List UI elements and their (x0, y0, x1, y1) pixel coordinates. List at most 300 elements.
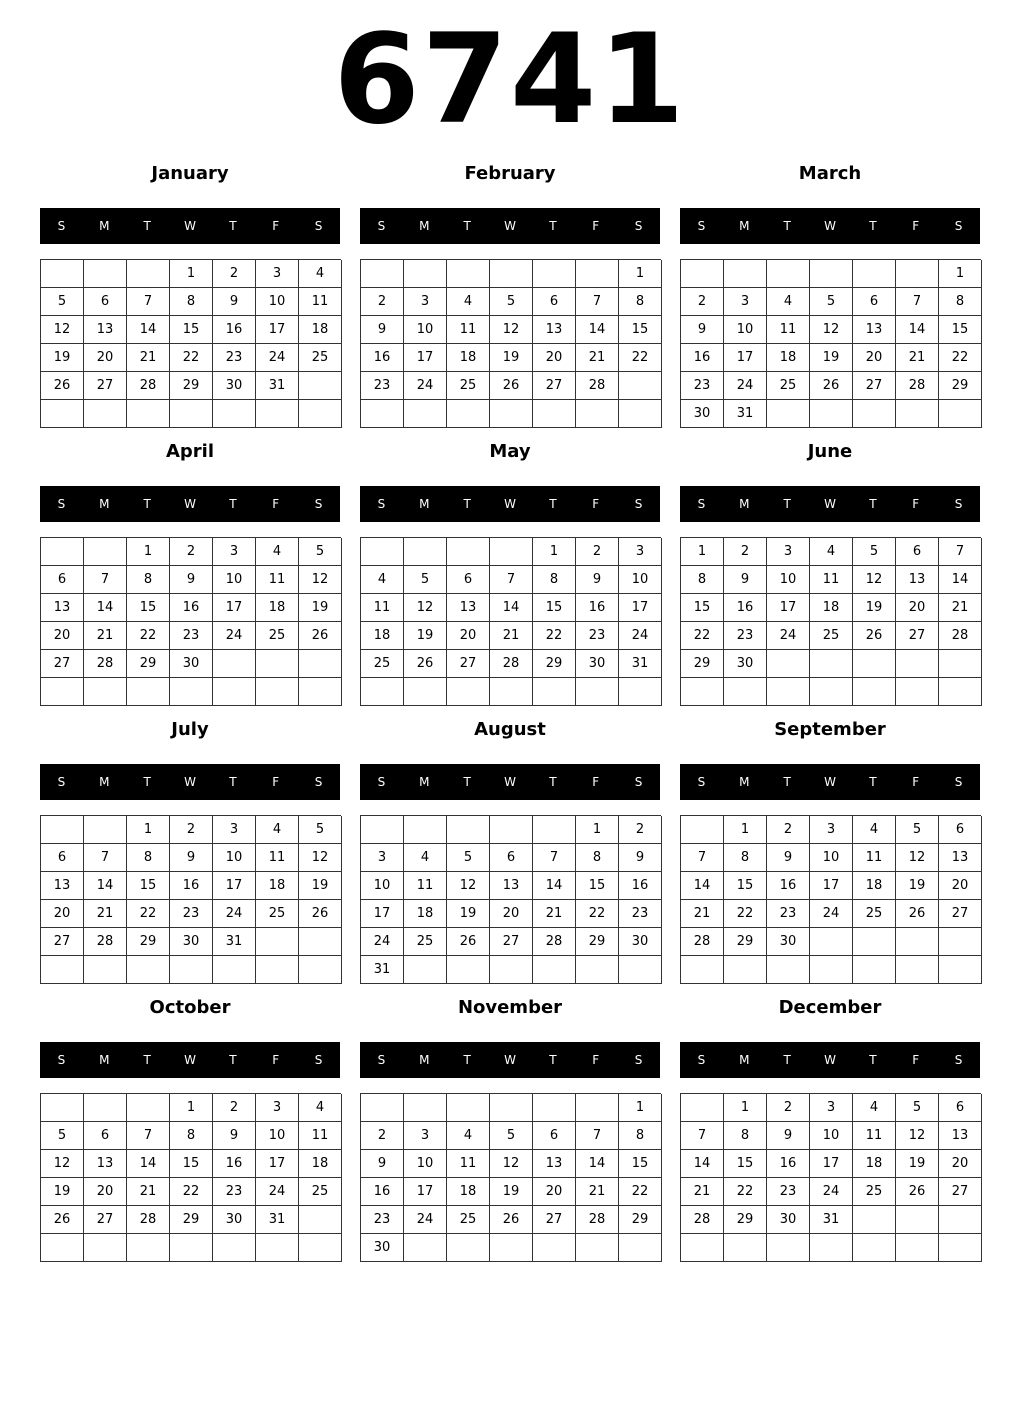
empty-cell (256, 678, 299, 706)
day-cell: 23 (170, 900, 213, 928)
empty-cell (84, 538, 127, 566)
day-cell: 4 (299, 1094, 342, 1122)
day-cell: 14 (127, 1150, 170, 1178)
empty-cell (127, 1094, 170, 1122)
day-cell: 8 (127, 844, 170, 872)
day-cell: 11 (447, 316, 490, 344)
day-cell: 20 (84, 344, 127, 372)
day-cell: 10 (256, 288, 299, 316)
empty-cell (896, 260, 939, 288)
day-cell: 20 (447, 622, 490, 650)
empty-cell (939, 678, 982, 706)
weekday-label: T (143, 219, 151, 233)
day-cell: 29 (681, 650, 724, 678)
weekday-label: S (954, 219, 963, 233)
weekday-label: S (377, 775, 386, 789)
day-cell: 7 (490, 566, 533, 594)
day-cell: 30 (213, 1206, 256, 1234)
empty-cell (404, 538, 447, 566)
month-title: July (171, 719, 209, 740)
day-cell: 25 (810, 622, 853, 650)
weekday-label: F (592, 219, 600, 233)
day-cell: 11 (361, 594, 404, 622)
empty-cell (170, 678, 213, 706)
empty-cell (681, 956, 724, 984)
day-cell: 4 (361, 566, 404, 594)
day-cell: 21 (576, 344, 619, 372)
weekday-header (680, 1042, 980, 1078)
empty-cell (84, 678, 127, 706)
empty-cell (533, 260, 576, 288)
day-cell: 29 (170, 372, 213, 400)
empty-cell (127, 400, 170, 428)
day-cell: 17 (724, 344, 767, 372)
weekday-label: M (419, 219, 430, 233)
weekday-label: T (229, 219, 237, 233)
day-cell: 27 (853, 372, 896, 400)
day-cell: 18 (767, 344, 810, 372)
empty-cell (84, 956, 127, 984)
day-cell: 4 (299, 260, 342, 288)
day-cell: 28 (896, 372, 939, 400)
empty-cell (447, 956, 490, 984)
day-cell: 10 (810, 844, 853, 872)
month-september (680, 718, 980, 984)
day-cell: 22 (724, 1178, 767, 1206)
empty-cell (619, 678, 662, 706)
day-cell: 22 (576, 900, 619, 928)
day-cell: 26 (41, 372, 84, 400)
weekday-label: F (592, 775, 600, 789)
day-cell: 19 (299, 872, 342, 900)
day-cell: 18 (256, 594, 299, 622)
empty-cell (853, 678, 896, 706)
day-cell: 11 (256, 566, 299, 594)
day-cell: 8 (939, 288, 982, 316)
day-grid (360, 815, 661, 984)
weekday-label: T (549, 219, 557, 233)
empty-cell (447, 1094, 490, 1122)
day-cell: 3 (213, 816, 256, 844)
weekday-label: S (634, 219, 643, 233)
day-cell: 26 (299, 622, 342, 650)
day-cell: 11 (404, 872, 447, 900)
day-cell: 6 (533, 288, 576, 316)
weekday-label: M (99, 219, 110, 233)
day-cell: 5 (853, 538, 896, 566)
day-cell: 14 (84, 872, 127, 900)
empty-cell (853, 1206, 896, 1234)
day-grid (360, 537, 661, 706)
empty-cell (853, 928, 896, 956)
day-cell: 9 (576, 566, 619, 594)
day-cell: 5 (490, 1122, 533, 1150)
day-cell: 3 (619, 538, 662, 566)
month-january (40, 162, 340, 428)
empty-cell (619, 956, 662, 984)
empty-cell (447, 260, 490, 288)
empty-cell (896, 1234, 939, 1262)
empty-cell (533, 1094, 576, 1122)
day-grid (680, 815, 981, 984)
day-cell: 16 (576, 594, 619, 622)
day-cell: 12 (810, 316, 853, 344)
weekday-label: T (549, 775, 557, 789)
day-cell: 30 (681, 400, 724, 428)
weekday-label: W (824, 497, 836, 511)
day-cell: 5 (299, 538, 342, 566)
day-cell: 9 (213, 288, 256, 316)
empty-cell (767, 956, 810, 984)
day-cell: 28 (490, 650, 533, 678)
day-cell: 13 (41, 872, 84, 900)
day-cell: 31 (361, 956, 404, 984)
weekday-label: F (592, 1053, 600, 1067)
day-cell: 24 (619, 622, 662, 650)
empty-cell (170, 956, 213, 984)
day-cell: 21 (127, 344, 170, 372)
empty-cell (576, 1234, 619, 1262)
day-cell: 22 (939, 344, 982, 372)
empty-cell (299, 400, 342, 428)
month-title: June (807, 441, 853, 462)
day-cell: 29 (127, 650, 170, 678)
empty-cell (361, 678, 404, 706)
empty-cell (299, 928, 342, 956)
empty-cell (256, 1234, 299, 1262)
day-cell: 26 (896, 1178, 939, 1206)
empty-cell (490, 956, 533, 984)
empty-cell (361, 260, 404, 288)
day-grid (680, 537, 981, 706)
day-cell: 14 (681, 872, 724, 900)
day-cell: 16 (213, 316, 256, 344)
weekday-label: T (463, 219, 471, 233)
day-cell: 12 (490, 1150, 533, 1178)
weekday-header (40, 764, 340, 800)
day-cell: 2 (361, 288, 404, 316)
weekday-label: M (99, 775, 110, 789)
day-cell: 30 (767, 1206, 810, 1234)
day-cell: 24 (213, 900, 256, 928)
day-cell: 9 (361, 1150, 404, 1178)
month-title: September (774, 719, 886, 740)
empty-cell (84, 1094, 127, 1122)
day-cell: 20 (853, 344, 896, 372)
weekday-label: T (783, 1053, 791, 1067)
day-cell: 17 (256, 1150, 299, 1178)
empty-cell (447, 400, 490, 428)
day-cell: 11 (810, 566, 853, 594)
weekday-label: T (783, 497, 791, 511)
day-cell: 12 (853, 566, 896, 594)
weekday-label: S (634, 775, 643, 789)
weekday-label: T (143, 497, 151, 511)
day-cell: 23 (681, 372, 724, 400)
day-cell: 4 (256, 538, 299, 566)
month-title: April (165, 441, 215, 462)
day-cell: 8 (576, 844, 619, 872)
weekday-label: T (229, 497, 237, 511)
day-cell: 30 (170, 650, 213, 678)
day-cell: 24 (810, 900, 853, 928)
day-cell: 15 (533, 594, 576, 622)
day-cell: 16 (170, 594, 213, 622)
weekday-label: F (272, 497, 280, 511)
day-cell: 30 (170, 928, 213, 956)
weekday-label: F (272, 219, 280, 233)
day-cell: 1 (724, 816, 767, 844)
empty-cell (681, 678, 724, 706)
day-cell: 7 (127, 1122, 170, 1150)
day-cell: 19 (41, 1178, 84, 1206)
empty-cell (619, 1234, 662, 1262)
day-cell: 6 (533, 1122, 576, 1150)
day-cell: 3 (810, 816, 853, 844)
month-june (680, 440, 980, 706)
empty-cell (299, 372, 342, 400)
empty-cell (404, 400, 447, 428)
day-cell: 31 (256, 1206, 299, 1234)
weekday-header (680, 486, 980, 522)
day-cell: 14 (576, 316, 619, 344)
weekday-label: W (184, 775, 196, 789)
day-cell: 17 (767, 594, 810, 622)
weekday-header (40, 486, 340, 522)
day-cell: 10 (619, 566, 662, 594)
weekday-label: S (314, 775, 323, 789)
day-cell: 9 (724, 566, 767, 594)
day-cell: 10 (256, 1122, 299, 1150)
day-cell: 10 (361, 872, 404, 900)
day-cell: 10 (404, 1150, 447, 1178)
empty-cell (299, 650, 342, 678)
day-cell: 13 (490, 872, 533, 900)
weekday-label: F (592, 497, 600, 511)
weekday-label: M (99, 1053, 110, 1067)
day-cell: 13 (939, 844, 982, 872)
day-cell: 28 (84, 928, 127, 956)
day-cell: 24 (256, 1178, 299, 1206)
weekday-label: M (419, 497, 430, 511)
empty-cell (810, 260, 853, 288)
day-cell: 28 (84, 650, 127, 678)
empty-cell (681, 1094, 724, 1122)
day-cell: 20 (84, 1178, 127, 1206)
empty-cell (447, 1234, 490, 1262)
weekday-label: T (463, 497, 471, 511)
day-cell: 14 (896, 316, 939, 344)
day-cell: 13 (84, 1150, 127, 1178)
weekday-label: F (272, 1053, 280, 1067)
weekday-label: S (377, 219, 386, 233)
day-cell: 19 (299, 594, 342, 622)
day-cell: 18 (404, 900, 447, 928)
day-cell: 6 (853, 288, 896, 316)
weekday-label: T (463, 1053, 471, 1067)
day-cell: 21 (84, 900, 127, 928)
empty-cell (853, 260, 896, 288)
day-cell: 9 (681, 316, 724, 344)
weekday-label: S (377, 1053, 386, 1067)
day-cell: 20 (896, 594, 939, 622)
day-grid (40, 815, 341, 984)
day-cell: 9 (619, 844, 662, 872)
weekday-header (680, 764, 980, 800)
weekday-header (680, 208, 980, 244)
empty-cell (767, 650, 810, 678)
empty-cell (84, 816, 127, 844)
day-cell: 7 (939, 538, 982, 566)
empty-cell (404, 260, 447, 288)
empty-cell (724, 956, 767, 984)
day-cell: 9 (170, 844, 213, 872)
day-cell: 21 (490, 622, 533, 650)
empty-cell (724, 260, 767, 288)
day-cell: 5 (299, 816, 342, 844)
day-cell: 27 (533, 1206, 576, 1234)
empty-cell (896, 400, 939, 428)
day-cell: 17 (810, 1150, 853, 1178)
weekday-header (40, 1042, 340, 1078)
day-cell: 29 (576, 928, 619, 956)
empty-cell (41, 1094, 84, 1122)
empty-cell (533, 1234, 576, 1262)
day-cell: 13 (939, 1122, 982, 1150)
day-cell: 18 (853, 872, 896, 900)
weekday-label: W (504, 497, 516, 511)
weekday-label: F (272, 775, 280, 789)
empty-cell (404, 956, 447, 984)
day-cell: 30 (213, 372, 256, 400)
day-cell: 2 (767, 816, 810, 844)
day-cell: 7 (84, 844, 127, 872)
weekday-label: M (99, 497, 110, 511)
day-cell: 16 (767, 1150, 810, 1178)
weekday-label: T (143, 1053, 151, 1067)
day-cell: 16 (170, 872, 213, 900)
month-title: November (457, 997, 563, 1018)
day-cell: 26 (299, 900, 342, 928)
day-cell: 15 (127, 872, 170, 900)
empty-cell (490, 260, 533, 288)
weekday-label: S (377, 497, 386, 511)
day-cell: 24 (767, 622, 810, 650)
weekday-label: T (783, 775, 791, 789)
day-cell: 6 (896, 538, 939, 566)
day-cell: 1 (619, 1094, 662, 1122)
day-cell: 1 (127, 816, 170, 844)
empty-cell (896, 650, 939, 678)
weekday-label: S (314, 219, 323, 233)
day-cell: 28 (681, 928, 724, 956)
day-cell: 25 (447, 372, 490, 400)
month-title: December (778, 997, 882, 1018)
day-cell: 2 (361, 1122, 404, 1150)
day-cell: 25 (447, 1206, 490, 1234)
day-cell: 25 (299, 1178, 342, 1206)
day-cell: 4 (404, 844, 447, 872)
empty-cell (853, 400, 896, 428)
day-cell: 28 (127, 1206, 170, 1234)
empty-cell (361, 400, 404, 428)
weekday-label: T (143, 775, 151, 789)
day-cell: 6 (84, 288, 127, 316)
day-cell: 7 (84, 566, 127, 594)
empty-cell (576, 260, 619, 288)
empty-cell (447, 816, 490, 844)
empty-cell (533, 816, 576, 844)
day-cell: 30 (576, 650, 619, 678)
day-cell: 7 (896, 288, 939, 316)
day-cell: 21 (84, 622, 127, 650)
day-cell: 8 (170, 1122, 213, 1150)
weekday-label: S (314, 1053, 323, 1067)
empty-cell (939, 1234, 982, 1262)
day-cell: 22 (170, 344, 213, 372)
day-cell: 3 (256, 260, 299, 288)
day-cell: 1 (576, 816, 619, 844)
empty-cell (490, 400, 533, 428)
day-cell: 6 (447, 566, 490, 594)
day-cell: 20 (939, 872, 982, 900)
day-cell: 21 (681, 1178, 724, 1206)
weekday-label: S (634, 497, 643, 511)
weekday-label: W (824, 219, 836, 233)
day-cell: 26 (404, 650, 447, 678)
day-cell: 11 (299, 288, 342, 316)
day-cell: 20 (41, 900, 84, 928)
weekday-label: S (697, 1053, 706, 1067)
weekday-label: S (954, 1053, 963, 1067)
day-cell: 6 (939, 1094, 982, 1122)
weekday-label: W (184, 497, 196, 511)
day-cell: 16 (767, 872, 810, 900)
empty-cell (533, 956, 576, 984)
empty-cell (41, 1234, 84, 1262)
day-cell: 7 (533, 844, 576, 872)
day-cell: 18 (361, 622, 404, 650)
empty-cell (681, 1234, 724, 1262)
empty-cell (724, 678, 767, 706)
empty-cell (896, 928, 939, 956)
month-november (360, 996, 660, 1262)
day-cell: 10 (404, 316, 447, 344)
day-cell: 17 (810, 872, 853, 900)
weekday-label: S (954, 497, 963, 511)
day-cell: 10 (724, 316, 767, 344)
weekday-label: T (869, 497, 877, 511)
day-cell: 27 (939, 1178, 982, 1206)
day-cell: 1 (939, 260, 982, 288)
day-cell: 15 (724, 872, 767, 900)
day-cell: 10 (810, 1122, 853, 1150)
day-cell: 19 (896, 1150, 939, 1178)
day-cell: 3 (404, 288, 447, 316)
day-cell: 2 (619, 816, 662, 844)
empty-cell (939, 650, 982, 678)
day-cell: 26 (490, 1206, 533, 1234)
empty-cell (299, 1234, 342, 1262)
empty-cell (84, 260, 127, 288)
month-title: February (464, 163, 556, 184)
empty-cell (213, 400, 256, 428)
day-cell: 14 (84, 594, 127, 622)
day-cell: 26 (810, 372, 853, 400)
empty-cell (767, 678, 810, 706)
empty-cell (576, 1094, 619, 1122)
empty-cell (404, 1234, 447, 1262)
